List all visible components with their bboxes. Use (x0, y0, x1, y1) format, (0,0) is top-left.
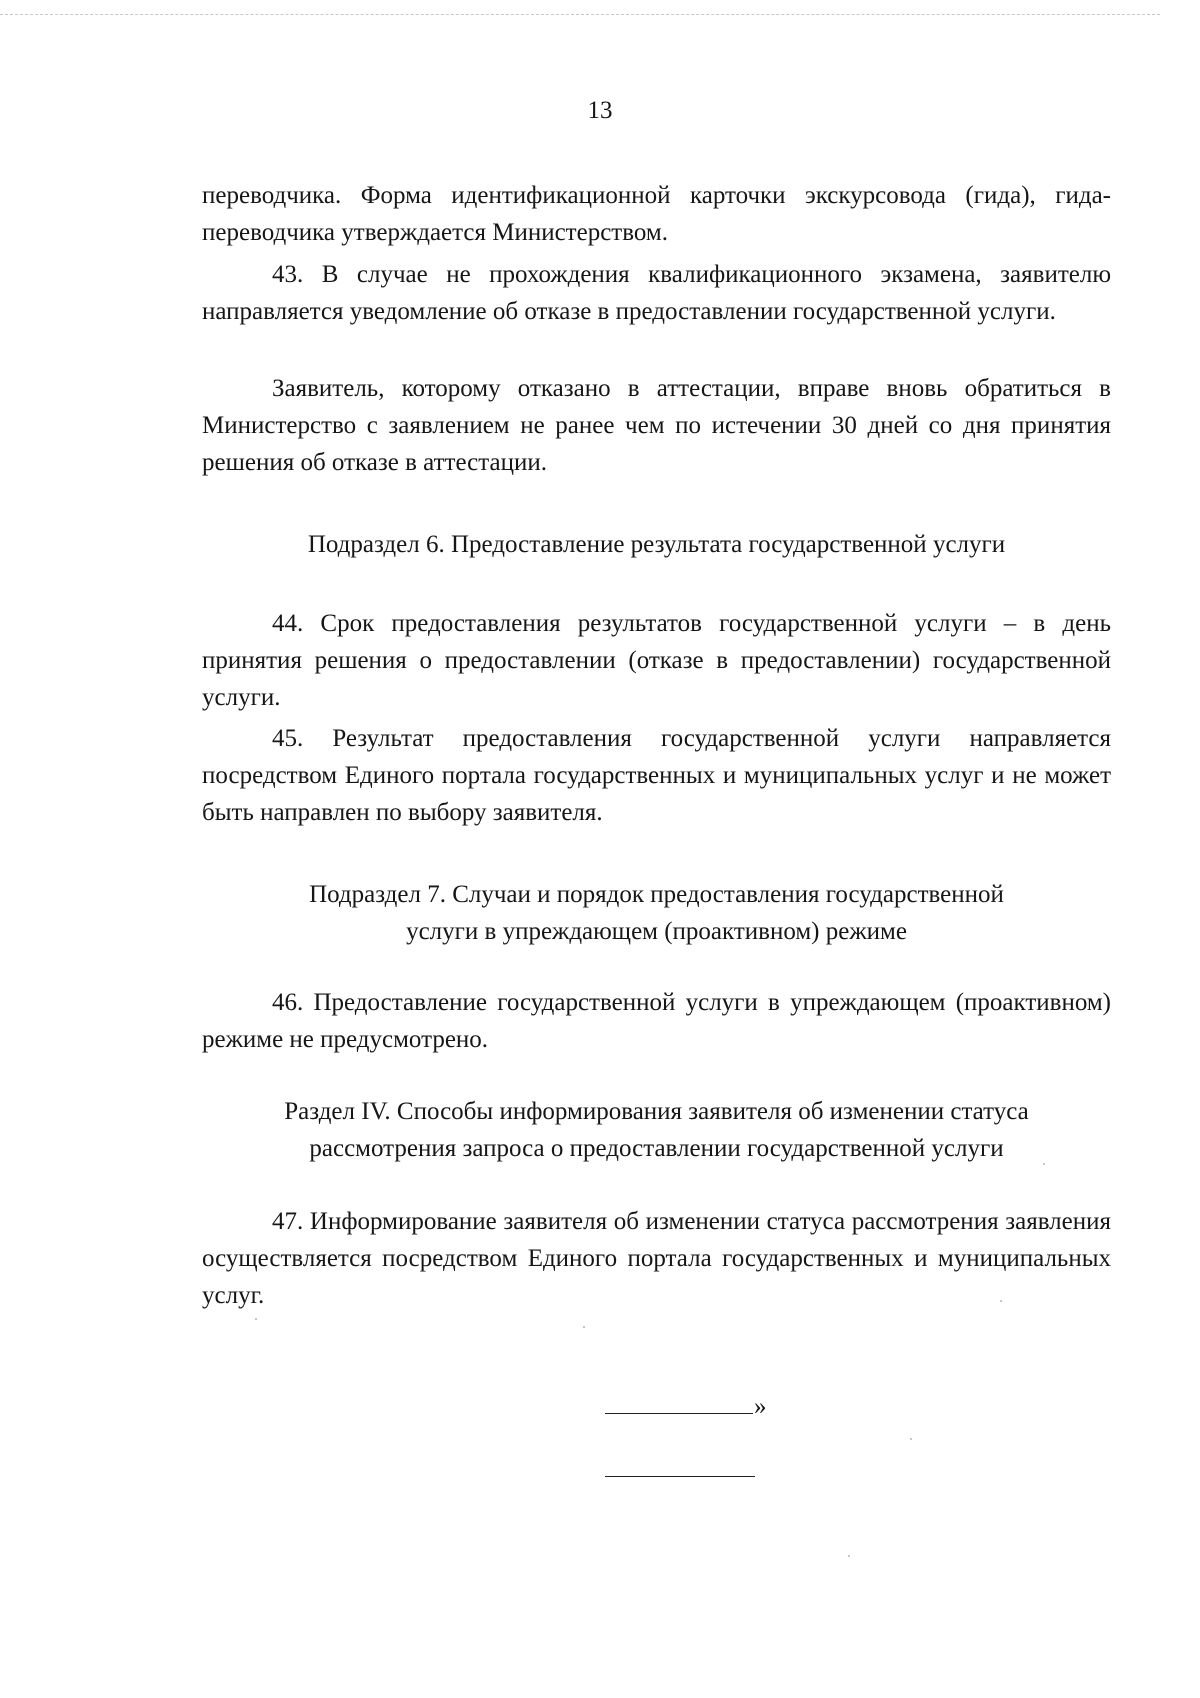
paragraph-46: 46. Предоставление государственной услуги в упреждающем (проактивном) режиме не предусмотрено. (202, 989, 1111, 1054)
paragraph-47: 47. Информирование заявителя об изменении статуса рассмотрения заявления осуществляется посредством Единого портала государственных и муниципальных услуг. (202, 1208, 1111, 1310)
paragraph-44: 44. Срок предоставления результатов государственной услуги – в день принятия решения о предоставлении (отказе в предоставлении) государственной услуги. (202, 610, 1111, 712)
subsection-7-heading (202, 876, 1111, 950)
scan-speck (1043, 1163, 1045, 1165)
subsection-6-heading: Подраздел 6. Предоставление результата государственной услуги (307, 531, 1006, 558)
subsection-7-heading-line-1: Подраздел 7. Случаи и порядок предоставления государственной (309, 881, 1004, 908)
scan-speck (1000, 1300, 1002, 1302)
closing-rule (605, 1413, 753, 1414)
end-rule (605, 1476, 755, 1477)
section-4-heading-line-2: рассмотрения запроса о предоставлении государственной услуги (309, 1135, 1004, 1163)
paragraph-43-applicant: Заявитель, которому отказано в аттестации, вправе вновь обратиться в Министерство с заявлением не ранее чем по истечении 30 дней со дня принятия решения об отказе в аттестации. (202, 375, 1111, 477)
page-number: 13 (587, 97, 613, 124)
paragraph-continued: переводчика. Форма идентификационной карточки экскурсовода (гида), гида-переводчика утверждается Министерством. (202, 182, 1111, 247)
section-4-heading-line-1: Раздел IV. Способы информирования заявителя об изменении статуса (284, 1098, 1029, 1125)
closing-mark (605, 1388, 767, 1425)
scan-speck (848, 1555, 850, 1557)
closing-quote: » (754, 1393, 767, 1420)
paragraph-45: 45. Результат предоставления государственной услуги направляется посредством Единого портала государственных и муниципальных услуг и не может быть направлен по выбору заявителя. (202, 725, 1111, 827)
scan-edge (0, 14, 1160, 15)
subsection-7-heading-line-2: услуги в упреждающем (проактивном) режиме (406, 918, 907, 946)
scan-speck (910, 1438, 912, 1440)
paragraph-43: 43. В случае не прохождения квалификационного экзамена, заявителю направляется уведомление об отказе в предоставлении государственной услуги. (202, 261, 1111, 326)
scan-speck (255, 1318, 257, 1320)
section-4-heading (202, 1093, 1111, 1167)
scan-speck (583, 1326, 585, 1328)
